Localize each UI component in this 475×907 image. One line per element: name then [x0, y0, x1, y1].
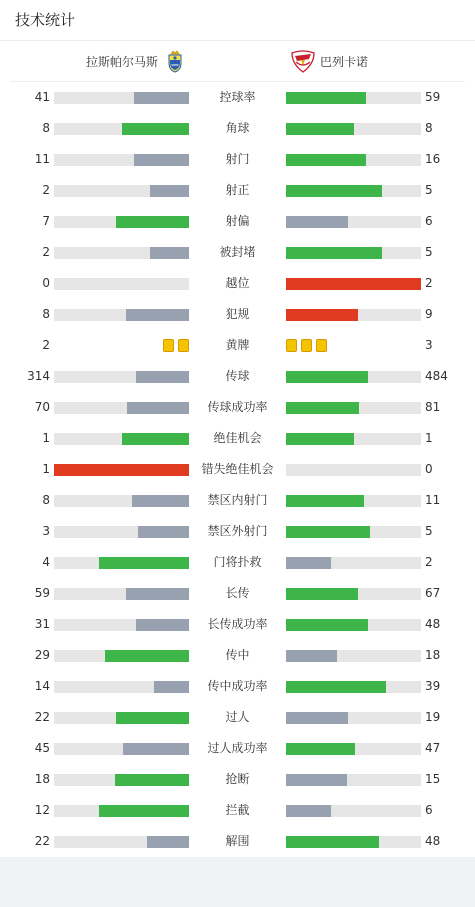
away-stat-bar-fill: [286, 743, 355, 755]
home-stat-bar-fill: [54, 464, 189, 476]
home-stat-bar: [54, 402, 189, 414]
away-stat-value: 39: [425, 679, 441, 693]
stat-row: [0, 671, 475, 702]
home-stat-bar-fill: [116, 712, 189, 724]
home-stat-bar: [54, 495, 189, 507]
home-stat-bar-fill: [126, 309, 189, 321]
away-stat-bar: [286, 743, 421, 755]
yellow-card-icon: [286, 339, 297, 352]
home-stat-value: 11: [34, 152, 50, 166]
home-stat-bar: [54, 836, 189, 848]
home-stat-bar: [54, 557, 189, 569]
away-stat-value: 48: [425, 617, 441, 631]
home-stat-value: 70: [34, 400, 50, 414]
stat-label: 控球率: [219, 90, 256, 104]
away-stat-value: 47: [425, 741, 441, 755]
home-stat-bar-fill: [150, 185, 189, 197]
home-team-name: 拉斯帕尔马斯: [85, 54, 158, 69]
away-stat-bar: [286, 371, 421, 383]
stat-row: [0, 547, 475, 578]
stats-list: [0, 82, 475, 857]
away-stat-value: 16: [425, 152, 441, 166]
stat-label: 门将扑救: [213, 555, 262, 569]
away-stat-bar-fill: [286, 712, 348, 724]
away-stat-bar: [286, 123, 421, 135]
home-stat-bar-fill: [99, 805, 189, 817]
away-stat-value: 18: [425, 648, 441, 662]
away-stat-bar: [286, 464, 421, 476]
home-stat-bar-fill: [116, 216, 189, 228]
away-stat-value: 3: [425, 338, 433, 352]
away-stat-bar: [286, 309, 421, 321]
stat-label: 禁区内射门: [207, 493, 268, 507]
stat-row: [0, 795, 475, 826]
away-stat-bar: [286, 588, 421, 600]
stat-row: [0, 516, 475, 547]
away-stat-bar-fill: [286, 805, 331, 817]
away-stat-bar: [286, 681, 421, 693]
home-stat-bar: [54, 774, 189, 786]
home-stat-value: 3: [42, 524, 50, 538]
home-stat-bar-fill: [127, 402, 189, 414]
away-stat-bar-fill: [286, 123, 354, 135]
away-stat-bar: [286, 836, 421, 848]
away-stat-bar-fill: [286, 247, 382, 259]
home-stat-bar-fill: [126, 588, 189, 600]
stat-row: [0, 206, 475, 237]
stat-row: [0, 299, 475, 330]
home-stat-value: 4: [42, 555, 50, 569]
stat-row: [0, 733, 475, 764]
away-stat-value: 6: [425, 803, 433, 817]
away-yellow-cards: [286, 339, 327, 352]
away-stat-value: 5: [425, 245, 433, 259]
home-stat-value: 18: [34, 772, 50, 786]
home-stat-bar: [54, 681, 189, 693]
home-stat-bar-fill: [154, 681, 189, 693]
stat-row: [0, 113, 475, 144]
home-stat-bar: [54, 185, 189, 197]
away-stat-bar: [286, 557, 421, 569]
away-stat-bar: [286, 774, 421, 786]
stat-label: 传中成功率: [207, 679, 268, 693]
away-stat-value: 11: [425, 493, 441, 507]
away-stat-bar-fill: [286, 92, 366, 104]
away-stat-bar-fill: [286, 836, 379, 848]
stat-row: [0, 702, 475, 733]
away-stat-value: 0: [425, 462, 433, 476]
las-palmas-crest-icon: [162, 48, 188, 74]
page-title: 技术统计: [0, 0, 475, 41]
home-stat-bar: [54, 309, 189, 321]
stat-label: 长传: [225, 586, 250, 600]
yellow-card-icon: [163, 339, 174, 352]
home-team[interactable]: [86, 41, 188, 81]
home-stat-bar-fill: [147, 836, 189, 848]
home-stat-bar-fill: [123, 743, 189, 755]
away-stat-bar-fill: [286, 526, 370, 538]
home-stat-value: 41: [34, 90, 50, 104]
away-team-name: 巴列卡诺: [320, 54, 369, 69]
stat-label: 犯规: [225, 307, 250, 321]
away-stat-bar: [286, 805, 421, 817]
home-stat-bar: [54, 433, 189, 445]
stat-row: [0, 330, 475, 361]
home-stat-value: 31: [34, 617, 50, 631]
away-stat-value: 1: [425, 431, 433, 445]
home-stat-value: 1: [42, 431, 50, 445]
home-stat-bar-fill: [115, 774, 189, 786]
stat-row: [0, 578, 475, 609]
stat-label: 黄牌: [225, 338, 250, 352]
home-stat-bar: [54, 588, 189, 600]
stat-label: 绝佳机会: [213, 431, 262, 445]
away-stat-bar: [286, 433, 421, 445]
stat-row: [0, 82, 475, 113]
away-stat-bar-fill: [286, 433, 354, 445]
home-stat-value: 8: [42, 307, 50, 321]
stat-label: 被封堵: [219, 245, 256, 259]
away-stat-value: 8: [425, 121, 433, 135]
home-stat-value: 45: [34, 741, 50, 755]
stat-label: 解围: [225, 834, 250, 848]
away-stat-bar: [286, 712, 421, 724]
stat-row: [0, 361, 475, 392]
home-stat-value: 7: [42, 214, 50, 228]
yellow-card-icon: [301, 339, 312, 352]
stat-label: 越位: [225, 276, 250, 290]
away-stat-value: 48: [425, 834, 441, 848]
stat-label: 拦截: [225, 803, 250, 817]
home-stat-bar-fill: [122, 123, 190, 135]
home-stat-bar-fill: [122, 433, 190, 445]
team-header: [10, 41, 465, 82]
home-stat-bar: [54, 371, 189, 383]
away-stat-value: 2: [425, 276, 433, 290]
away-stat-bar-fill: [286, 278, 421, 290]
away-stat-bar: [286, 92, 421, 104]
stat-row: [0, 454, 475, 485]
stat-row: [0, 268, 475, 299]
stat-label: 射偏: [225, 214, 250, 228]
stat-label: 抢断: [225, 772, 250, 786]
away-stat-bar: [286, 495, 421, 507]
away-stat-bar: [286, 402, 421, 414]
home-stat-bar: [54, 278, 189, 290]
home-stat-value: 12: [34, 803, 50, 817]
away-stat-value: 5: [425, 524, 433, 538]
away-stat-bar-fill: [286, 588, 358, 600]
home-yellow-cards: [163, 339, 189, 352]
stat-label: 传球: [225, 369, 250, 383]
away-stat-bar-fill: [286, 402, 359, 414]
stat-label: 长传成功率: [207, 617, 268, 631]
home-stat-value: 2: [42, 245, 50, 259]
home-stat-value: 2: [42, 338, 50, 352]
home-stat-bar: [54, 216, 189, 228]
home-stat-value: 22: [34, 834, 50, 848]
stat-label: 过人成功率: [207, 741, 268, 755]
stat-row: [0, 826, 475, 857]
away-stat-bar-fill: [286, 774, 347, 786]
home-stat-bar: [54, 805, 189, 817]
away-stat-value: 67: [425, 586, 441, 600]
home-stat-value: 29: [34, 648, 50, 662]
away-stat-value: 59: [425, 90, 441, 104]
away-stat-bar-fill: [286, 309, 358, 321]
away-stat-value: 484: [425, 369, 448, 383]
away-stat-bar: [286, 278, 421, 290]
home-stat-value: 8: [42, 121, 50, 135]
stat-label: 错失绝佳机会: [201, 462, 274, 476]
home-stat-value: 59: [34, 586, 50, 600]
home-stat-bar-fill: [136, 619, 189, 631]
stat-label: 角球: [225, 121, 250, 135]
stat-row: [0, 609, 475, 640]
home-stat-value: 14: [34, 679, 50, 693]
home-stat-value: 2: [42, 183, 50, 197]
away-stat-value: 9: [425, 307, 433, 321]
home-stat-value: 8: [42, 493, 50, 507]
away-stat-value: 5: [425, 183, 433, 197]
away-stat-bar-fill: [286, 650, 337, 662]
home-stat-bar: [54, 123, 189, 135]
away-stat-value: 6: [425, 214, 433, 228]
home-stat-bar-fill: [105, 650, 189, 662]
home-stat-bar-fill: [136, 371, 189, 383]
home-stat-bar-fill: [134, 154, 189, 166]
away-stat-bar-fill: [286, 681, 386, 693]
away-stat-bar-fill: [286, 154, 366, 166]
home-stat-bar: [54, 619, 189, 631]
home-stat-bar-fill: [99, 557, 189, 569]
yellow-card-icon: [178, 339, 189, 352]
stat-label: 禁区外射门: [207, 524, 268, 538]
away-stat-bar: [286, 185, 421, 197]
home-stat-bar: [54, 526, 189, 538]
stat-label: 传球成功率: [207, 400, 268, 414]
home-stat-bar: [54, 650, 189, 662]
home-stat-bar-fill: [132, 495, 189, 507]
stat-label: 过人: [225, 710, 250, 724]
away-stat-bar: [286, 650, 421, 662]
away-stat-value: 19: [425, 710, 441, 724]
yellow-card-icon: [316, 339, 327, 352]
away-stat-bar-fill: [286, 371, 368, 383]
stat-row: [0, 764, 475, 795]
home-stat-bar: [54, 743, 189, 755]
home-stat-value: 22: [34, 710, 50, 724]
away-stat-bar: [286, 216, 421, 228]
stat-row: [0, 237, 475, 268]
away-stat-bar: [286, 154, 421, 166]
stat-label: 传中: [225, 648, 250, 662]
away-team[interactable]: [290, 41, 368, 81]
home-stat-bar: [54, 464, 189, 476]
away-stat-bar-fill: [286, 216, 348, 228]
away-stat-bar-fill: [286, 495, 364, 507]
home-stat-value: 0: [42, 276, 50, 290]
rayo-vallecano-crest-icon: [290, 48, 316, 74]
stat-row: [0, 485, 475, 516]
home-stat-value: 314: [27, 369, 50, 383]
stat-label: 射门: [225, 152, 250, 166]
stat-row: [0, 144, 475, 175]
stat-row: [0, 423, 475, 454]
stat-row: [0, 175, 475, 206]
home-stat-bar: [54, 154, 189, 166]
away-stat-bar-fill: [286, 185, 382, 197]
stat-row: [0, 640, 475, 671]
away-stat-bar-fill: [286, 619, 368, 631]
away-stat-value: 81: [425, 400, 441, 414]
home-stat-value: 1: [42, 462, 50, 476]
home-stat-bar-fill: [150, 247, 189, 259]
stat-label: 射正: [225, 183, 250, 197]
away-stat-bar: [286, 619, 421, 631]
stat-row: [0, 392, 475, 423]
home-stat-bar: [54, 92, 189, 104]
home-stat-bar-fill: [134, 92, 189, 104]
home-stat-bar: [54, 247, 189, 259]
away-stat-bar: [286, 526, 421, 538]
home-stat-bar-fill: [138, 526, 189, 538]
home-stat-bar: [54, 712, 189, 724]
away-stat-value: 2: [425, 555, 433, 569]
away-stat-bar: [286, 247, 421, 259]
away-stat-value: 15: [425, 772, 441, 786]
away-stat-bar-fill: [286, 557, 331, 569]
